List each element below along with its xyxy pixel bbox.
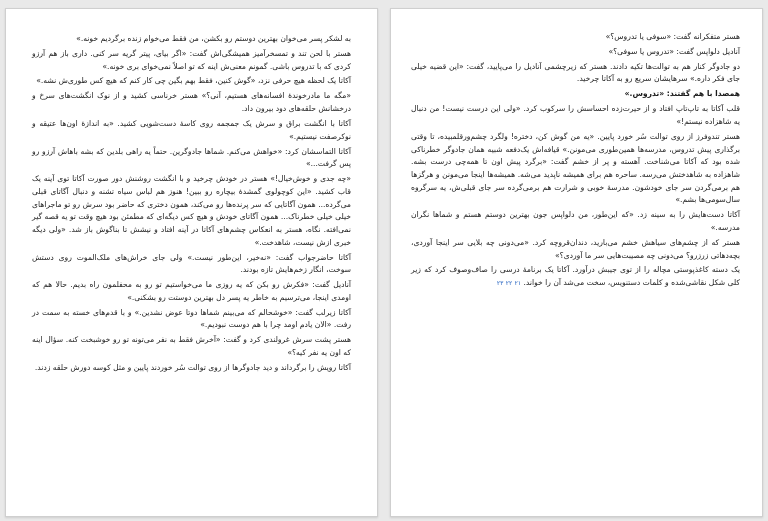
- paragraph: قلب آکاتا به تاپ‌تاپ افتاد و از حیرت‌زده احساسش را سرکوب کرد. «ولی این درست نیست! من دنبال یه شاهزاده نیستم!»: [411, 104, 740, 126]
- paragraph: آناديل گفت: «فکرش رو بکن که یه روزی ما می‌خواستیم تو رو به محفلمون راه بدیم. حالا هم که اومدی اینجا، می‌ترسیم به خاطر یه پسر دل بهترین دوستت رو بشکنی.»: [32, 280, 351, 302]
- footnote-marker[interactable]: ۲۳: [496, 280, 504, 288]
- paragraph: آکاتا حاضرجواب گفت: «نه‌خیر، این‌طور نیست.» ولی جای خراش‌های ملک‌الموت روی دستش سوخت، انگار زخم‌هایش تازه بودند.: [32, 252, 351, 275]
- page-text-right: [411, 31, 740, 293]
- document-page-right: [390, 8, 763, 517]
- paragraph: به لشکر پسر می‌خوان بهترین دوستم رو بکشن، من فقط می‌خوام زنده برگردیم خونه.»: [76, 34, 351, 43]
- document-page-left: [5, 8, 378, 517]
- paragraph: هستر پشت سرش غرولندی کرد و گفت: «آخرش فقط به نفر می‌تونه تو رو خوشبخت کنه. سؤال اینه که اون یه نفر کیه؟»: [32, 335, 351, 358]
- paragraph: هستر با لحن تند و تمسخرآمیز همیشگی‌اش گفت: «اگر بیای، پیتر گریه سر کنی. داری باز هم آرزو کردی که با تدروس باشی. گمونم معنی‌ش اینه که تو اصلاً نمی‌خوای بری خونه.»: [32, 48, 351, 71]
- page-text-left: [32, 33, 351, 377]
- paragraph-with-footnotes: [411, 264, 740, 290]
- paragraph: هستر تندوفرز از روی توالت سُر خورد پایین. «یه من گوش کن، دختره! ولگرد چشم‌ورقلمبیده، تا وقتی برگذاری پیش تدروس، مدرسه‌ها همین‌طوری می‌مونن.» قیافه‌اش یک‌دفعه شبیه همان جادوگر خطرناکی شده بود که آکاتا می‌شناخت. آهسته و پر از خشم گفت: «برگرد پیش اون تا همه‌چی درست بشه. شاهزاده به شاهدختش می‌رسه. ساحره هم برای همیشه ناپدید می‌شه. همیشه‌ها اینجا می‌مونن و هرگزها هم برمی‌گردن سر جای خودشون. مدرسهٔ خوبی و شرارت هم برمی‌گرده سر جای قبلی‌ش، یه سرگروه سال‌سومی‌ها بشم.»: [411, 131, 740, 205]
- paragraph: آکاتا یک لحظه هیچ حرفی نزد، «گوش کنین، فقط بهم بگین چی کار کنم که هیچ کس طوری‌ش نشه.»: [36, 76, 351, 86]
- paragraph: آکاتا التماسشان کرد: «خواهش می‌کنم. شماها جادوگرین. حتماً یه راهی بلدین که بشه باهاش آرزو رو پس گرفت...»: [32, 146, 351, 169]
- paragraph: آکاتا با انگشت براق و سرش یک جمجمه روی کاسهٔ دست‌شویی کشید. «به اندازهٔ اون‌ها عتیقه و نوکرصفت نیستیم.»: [32, 118, 351, 141]
- paragraph: دو جادوگر کنار هم به توالت‌ها تکیه دادند. هستر که زیرچشمی آناديل را می‌پایید، گفت: «این قضیه خیلی جای فکر داره.» سرهایشان سریع رو به آکاتا چرخید.: [411, 61, 740, 84]
- paragraph: آکاتا زیرلب گفت: «خوشحالم که می‌بینم شماها دوتا عوض نشدین.» و با قدم‌های خسته به سمت در رفت. «الان یادم اومد چرا با هم دوست نبودیم.»: [32, 307, 351, 330]
- paragraph: آکاتا دست‌هایش را به سینه زد. «که این‌طور، من دلواپس جون بهترین دوستم هستم و شماها نگران مدرسه.»: [411, 210, 740, 232]
- paragraph: آکاتا رویش را برگرداند و دید جادوگرها از روی توالت سُر خوردند پایین و مثل کوسه دورش حلقه زدند.: [34, 362, 351, 372]
- paragraph: هستر متفکرانه گفت: «سوفی یا تدروس؟»: [605, 32, 740, 41]
- paragraph: «مگه ما مادرخوندهٔ افسانه‌های هستیم، آنی؟» هستر خرناسی کشید و از نوک انگشت‌های سرخ و درخشانش حلقه‌های دود بیرون داد.: [32, 91, 351, 114]
- footnote-marker[interactable]: ۲۱: [514, 280, 522, 288]
- paragraph-text: یک دسته کاغذپوستی مچاله را از توی جیبش درآورد. آکاتا یک برنامهٔ درسی را صاف‌وصوف کرد که زیر کلی شکل نقاشی‌شده و کلمات دستنویس، سخت می‌شد آن را خواند.: [411, 265, 740, 288]
- paragraph: هستر که از چشم‌های سیاهش خشم می‌بارید، دندان‌قروچه کرد. «می‌دونی چه بلایی سر اینجا آوردی، بچه‌دهاتی زرزرو؟ می‌دونی چه مصیبت‌هایی سر ما آوردی؟»: [411, 237, 740, 260]
- footnote-marker[interactable]: ۲۲: [505, 280, 513, 288]
- paragraph: همصدا با هم گفتند: «تدروس.»: [624, 89, 740, 99]
- paragraph: «چه جدی و خوش‌خیال!» هستر در خودش چرخید و با انگشت روشنش دور صورت آکاتا توی آینه یک قاب کشید. «این کوچولوی گمشدهٔ بیچاره رو ببین! هنوز هم لباس سیاه تشنه و دنبال آگاتای قبلی می‌گرده... همون آگاتایی که سر پرنده‌ها رو می‌کند، همون دختری که حاضر بود سرش رو تو ماجراهای خیلی خیلی خطرناک... همون آگاتای خودش و هیچ کس دیگه‌ای که مطمئن بود هیچ وقت تو یه قصه گیر نمی‌افته. نگاه، هستر به انعکاس چشم‌های آکاتا در آینه افتاد و نیشش تا بناگوش باز شد. «ولی دیگه خبری ازش نیست، شاهدخت.»: [32, 174, 351, 247]
- paragraph: آناديل دلواپس گفت: «تدروس یا سوفی؟»: [608, 46, 740, 56]
